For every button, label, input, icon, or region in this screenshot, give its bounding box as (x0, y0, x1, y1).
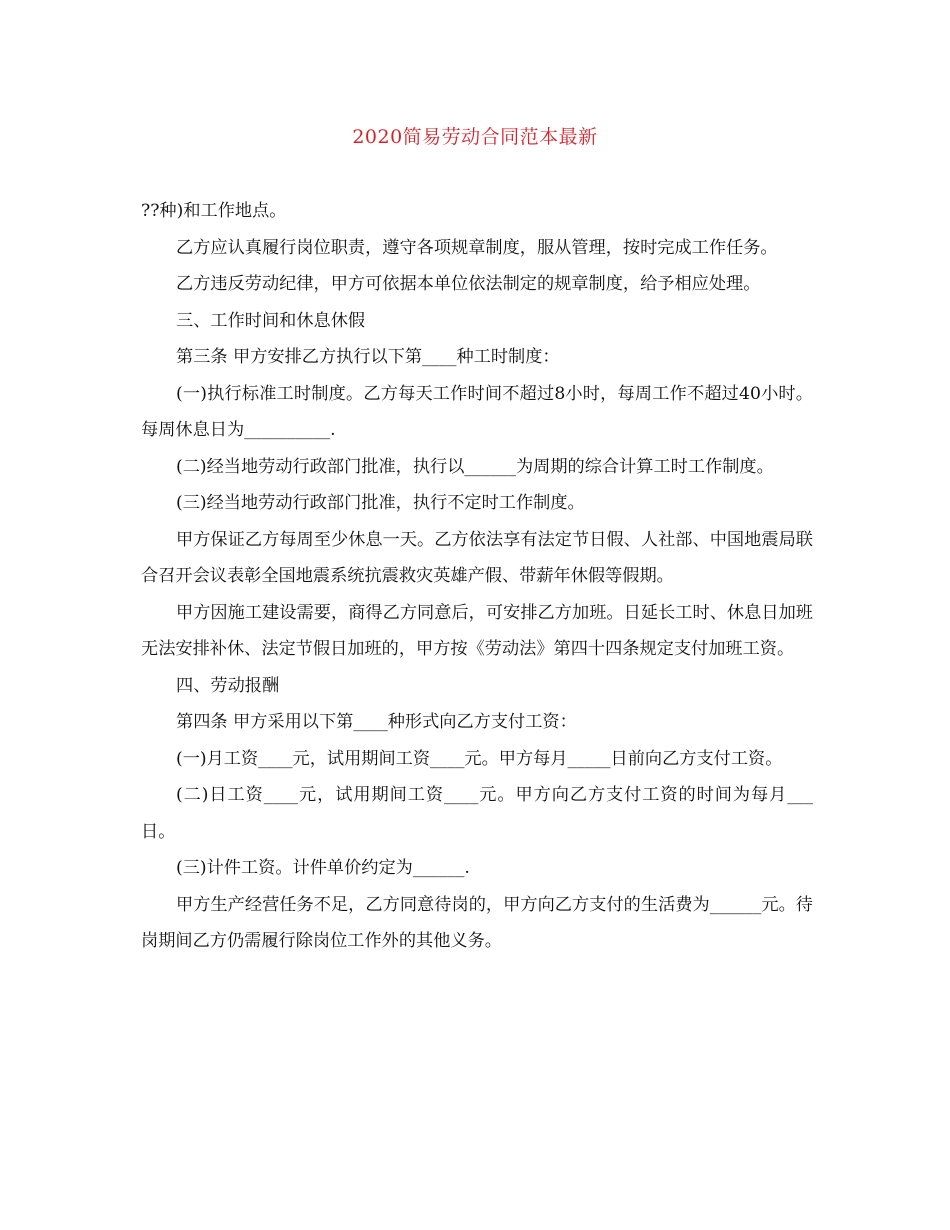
clause-monthly-wage: (一)月工资____元，试用期间工资____元。甲方每月_____日前向乙方支付工资。 (176, 748, 783, 769)
document-body (141, 193, 813, 960)
clause-standard-hours: (一)执行标准工时制度。乙方每天工作时间不超过8小时，每周工作不超过40小时。每周休息日为__________. (141, 383, 813, 440)
section-heading-remuneration: 四、劳动报酬 (176, 675, 280, 696)
clause-flexible-hours: (三)经当地劳动行政部门批准，执行不定时工作制度。 (176, 493, 585, 513)
section-heading-work-time: 三、工作时间和休息休假 (176, 310, 366, 331)
clause-daily-wage: (二)日工资____元，试用期间工资____元。甲方向乙方支付工资的时间为每月___日。 (141, 785, 813, 842)
article-three: 第三条 甲方安排乙方执行以下第____种工时制度： (176, 347, 560, 367)
clause-comprehensive-hours: (二)经当地劳动行政部门批准，执行以______为周期的综合计算工时工作制度。 (176, 456, 774, 477)
paragraph-continuation: ??种)和工作地点。 (141, 201, 287, 221)
paragraph-overtime: 甲方因施工建设需要，商得乙方同意后，可安排乙方加班。日延长工时、休息日加班无法安排补休、法定节假日加班的，甲方按《劳动法》第四十四条规定支付加班工资。 (141, 602, 813, 659)
document-title: 2020简易劳动合同范本最新 (352, 126, 598, 148)
paragraph-standby: 甲方生产经营任务不足，乙方同意待岗的，甲方向乙方支付的生活费为______元。待岗期间乙方仍需履行除岗位工作外的其他义务。 (141, 894, 813, 951)
clause-piece-wage: (三)计件工资。计件单价约定为______. (176, 858, 470, 878)
paragraph-rest-days: 甲方保证乙方每周至少休息一天。乙方依法享有法定节日假、人社部、中国地震局联合召开会议表彰全国地震系统抗震救灾英雄产假、带薪年休假等假期。 (141, 529, 813, 586)
paragraph-duties: 乙方应认真履行岗位职责，遵守各项规章制度，服从管理，按时完成工作任务。 (176, 237, 778, 258)
paragraph-discipline: 乙方违反劳动纪律，甲方可依据本单位依法制定的规章制度，给予相应处理。 (176, 274, 761, 294)
article-four: 第四条 甲方采用以下第____种形式向乙方支付工资： (176, 712, 577, 732)
